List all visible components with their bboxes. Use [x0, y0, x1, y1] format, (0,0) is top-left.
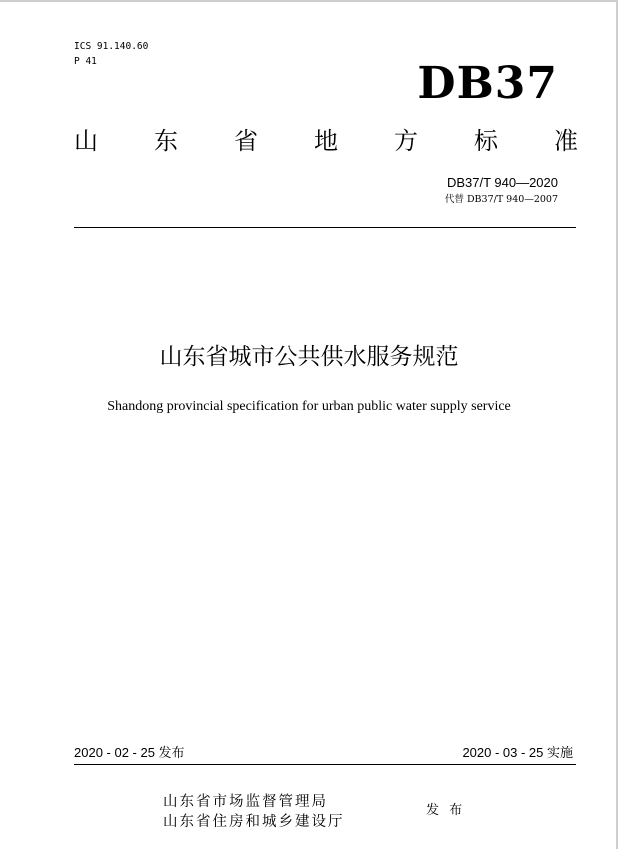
bottom-divider — [74, 764, 576, 765]
issuing-authorities — [163, 792, 345, 832]
issuer-line: 山东省市场监督管理局 — [163, 794, 328, 810]
standard-type-char: 省 — [234, 127, 258, 155]
top-divider — [74, 227, 576, 228]
standard-type-char: 方 — [394, 127, 418, 155]
standard-number: DB37/T 940—2020 — [446, 175, 558, 190]
implementation-date: 2020 - 03 - 25 实施 — [462, 745, 573, 760]
publish-label: 发 布 — [426, 803, 466, 818]
standard-type-char: 地 — [314, 127, 338, 155]
standard-type-heading — [74, 125, 578, 157]
title-english: Shandong provincial specification for urban public water supply service — [107, 399, 511, 414]
title-chinese: 山东省城市公共供水服务规范 — [159, 344, 459, 370]
ics-code: ICS 91.140.60 — [74, 41, 149, 52]
issue-date: 2020 - 02 - 25 发布 — [74, 745, 185, 760]
standard-type-char: 东 — [154, 127, 178, 155]
classification-codes — [74, 39, 148, 69]
standard-type-char: 标 — [474, 127, 498, 155]
ccs-code: P 41 — [74, 56, 97, 67]
db-code-logo: DB37 — [417, 58, 558, 109]
replaces-standard: 代替 DB37/T 940—2007 — [444, 194, 558, 205]
standard-type-char: 准 — [554, 127, 578, 155]
issuer-line: 山东省住房和城乡建设厅 — [163, 814, 345, 830]
standard-type-char: 山 — [74, 127, 98, 155]
